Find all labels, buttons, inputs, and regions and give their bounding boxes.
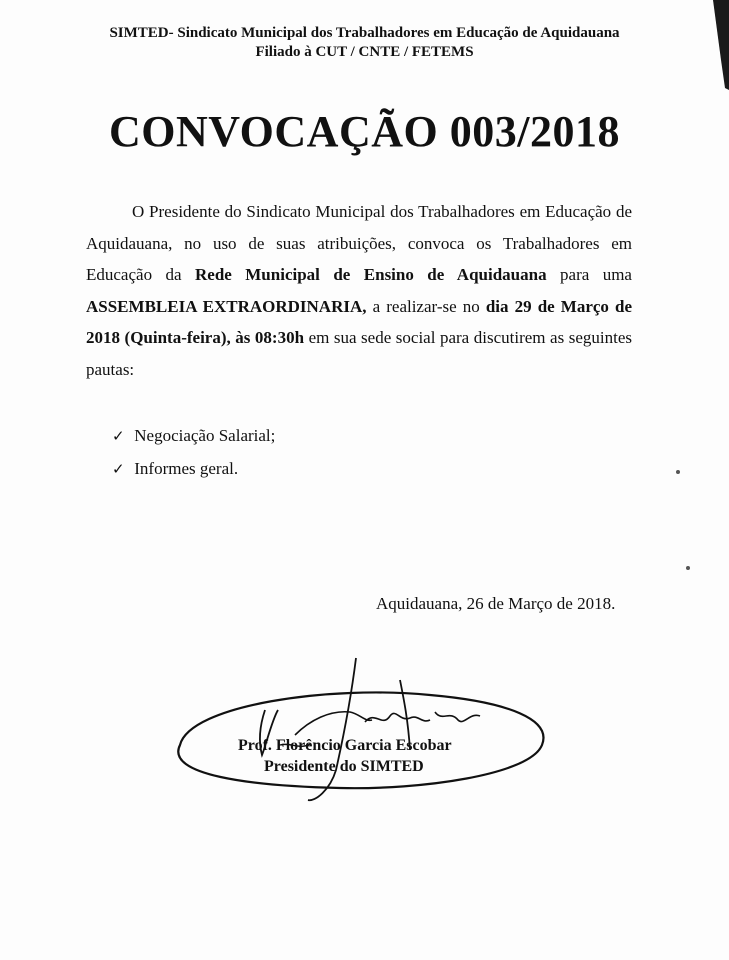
meeting-datetime: dia 29 de Março de 2018 (Quinta-feira), às 08:30h bbox=[86, 296, 632, 348]
letterhead bbox=[0, 24, 729, 62]
agenda-item-label: Negociação Salarial; bbox=[134, 426, 276, 445]
paragraph-text-2: para uma bbox=[546, 265, 632, 285]
paragraph-text-4: em sua sede social para discutirem as seguintes pautas: bbox=[86, 328, 632, 379]
paragraph-text-3: a realizar-se no bbox=[366, 296, 486, 316]
signatory-name: Prof. Florêncio Garcia Escobar bbox=[238, 737, 452, 754]
list-item bbox=[112, 453, 275, 486]
paragraph-text-1: O Presidente do Sindicato Municipal dos Trabalhadores em Educação de Aquidauana, no uso de suas atribuições, convoca os Trabalhadores em Educação da bbox=[86, 202, 632, 285]
convocation-body bbox=[86, 196, 632, 386]
signatory-role: Presidente do SIMTED bbox=[264, 758, 424, 775]
list-item bbox=[112, 420, 275, 453]
place-and-date: Aquidauana, 26 de Março de 2018. bbox=[376, 594, 616, 613]
scan-speck bbox=[676, 470, 680, 474]
document-title: CONVOCAÇÃO 003/2018 bbox=[109, 107, 620, 156]
network-name: Rede Municipal de Ensino de Aquidauana bbox=[195, 265, 547, 285]
union-name: SIMTED- Sindicato Municipal dos Trabalhadores em Educação de Aquidauana bbox=[109, 25, 620, 41]
agenda-item-label: Informes geral. bbox=[134, 459, 239, 478]
signature-block bbox=[160, 650, 560, 830]
union-affiliation: Filiado à CUT / CNTE / FETEMS bbox=[255, 44, 474, 60]
agenda-list bbox=[112, 420, 275, 486]
assembly-type: ASSEMBLEIA EXTRAORDINARIA, bbox=[86, 296, 367, 316]
convocation-paragraph bbox=[86, 196, 632, 386]
checkmark-icon: ✓ bbox=[112, 429, 125, 445]
checkmark-icon: ✓ bbox=[112, 462, 125, 478]
scan-speck bbox=[686, 566, 690, 570]
